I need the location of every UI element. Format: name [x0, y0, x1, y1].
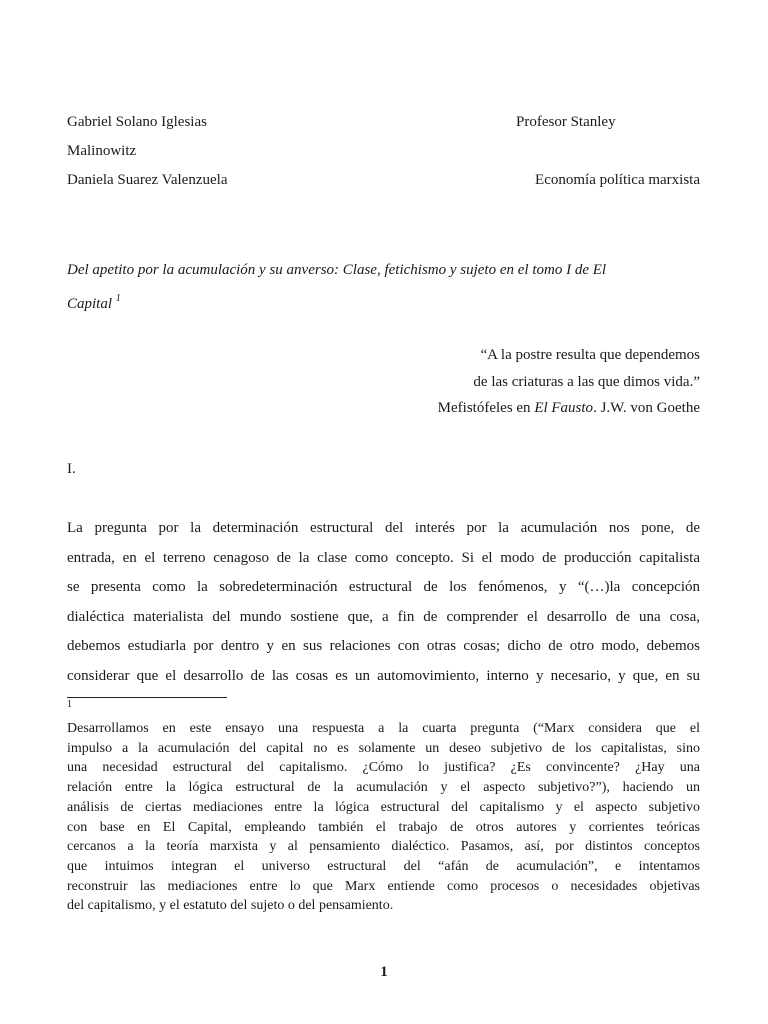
epigraph-line-2: de las criaturas a las que dimos vida.”: [473, 373, 700, 390]
course-name: Economía política marxista: [535, 172, 700, 188]
footnote-line: Desarrollamos en este ensayo una respuesta a la cuarta pregunta (“Marx considera que el: [67, 721, 700, 736]
epigraph: [438, 342, 700, 422]
body-paragraph: [67, 514, 700, 691]
section-heading: I.: [67, 461, 76, 477]
author-name-1: Gabriel Solano Iglesias: [67, 114, 207, 130]
essay-title: [67, 256, 700, 319]
footnote-line: reconstruir las mediaciones entre lo que Marx entiende como procesos o necesidades objetivas: [67, 878, 700, 894]
body-line: considerar que el desarrollo de las cosas es un automovimiento, interno y necesario, y que, en su: [67, 667, 700, 684]
body-line: dialéctica materialista del mundo sostiene que, a fin de comprender el desarrollo de una cosa,: [67, 608, 700, 625]
professor-name-line-2: Malinowitz: [67, 143, 137, 159]
body-line: La pregunta por la determinación estructural del interés por la acumulación nos pone, de: [67, 520, 700, 536]
footnote-line: del capitalismo, y el estatuto del sujeto o del pensamiento.: [67, 898, 394, 914]
body-line: se presenta como la sobredeterminación estructural de los fenómenos, y “(…)la concepción: [67, 579, 700, 595]
attribution-suffix: . J.W. von Goethe: [593, 400, 700, 416]
title-line-2: Capital: [67, 296, 113, 312]
page-number: 1: [380, 964, 388, 980]
footnote-line: que intuimos integran el universo estructural del “afán de acumulación”, e intentamos: [67, 858, 700, 874]
epigraph-attribution: [438, 395, 700, 422]
footnote-text: [67, 719, 700, 916]
attribution-prefix: Mefistófeles en: [437, 400, 535, 416]
footnote-number: 1: [67, 699, 72, 710]
professor-name-line-1: Profesor Stanley: [516, 114, 616, 130]
footnote-line: relación entre la lógica estructural de la acumulación y el aspecto subjetivo?”), haciendo un: [67, 780, 700, 796]
footnote-line: con base en El Capital, empleando también el trabajo de otros autores y corrientes teóricas: [67, 819, 700, 835]
title-line-1: Del apetito por la acumulación y su anverso: Clase, fetichismo y sujeto en el tomo I de El: [67, 262, 607, 278]
attribution-work: El Fausto: [534, 400, 594, 416]
footnote-line: impulso a la acumulación del capital no es solamente un deseo subjetivo de los capitalistas, sino: [67, 740, 700, 756]
footnote-line: una necesidad estructural del capitalismo. ¿Cómo lo justifica? ¿Es convincente? ¿Hay una: [67, 760, 700, 776]
body-line: entrada, en el terreno cenagoso de la clase como concepto. Si el modo de producción capitalista: [67, 549, 700, 566]
title-footnote-mark[interactable]: 1: [115, 293, 121, 304]
body-line: debemos estudiarla por dentro y en sus relaciones con otras cosas; dicho de otro modo, debemos: [67, 638, 700, 654]
footnote-separator: [67, 697, 227, 698]
footnote-line: cercanos a la teoría marxista y al pensamiento dialéctico. Pasamos, así, por distintos conceptos: [67, 839, 700, 855]
epigraph-line-1: “A la postre resulta que dependemos: [480, 347, 700, 363]
footnote-line: análisis de ciertas mediaciones entre la lógica estructural del capitalismo y el aspecto subjetivo: [67, 799, 700, 815]
author-name-2: Daniela Suarez Valenzuela: [67, 172, 228, 188]
